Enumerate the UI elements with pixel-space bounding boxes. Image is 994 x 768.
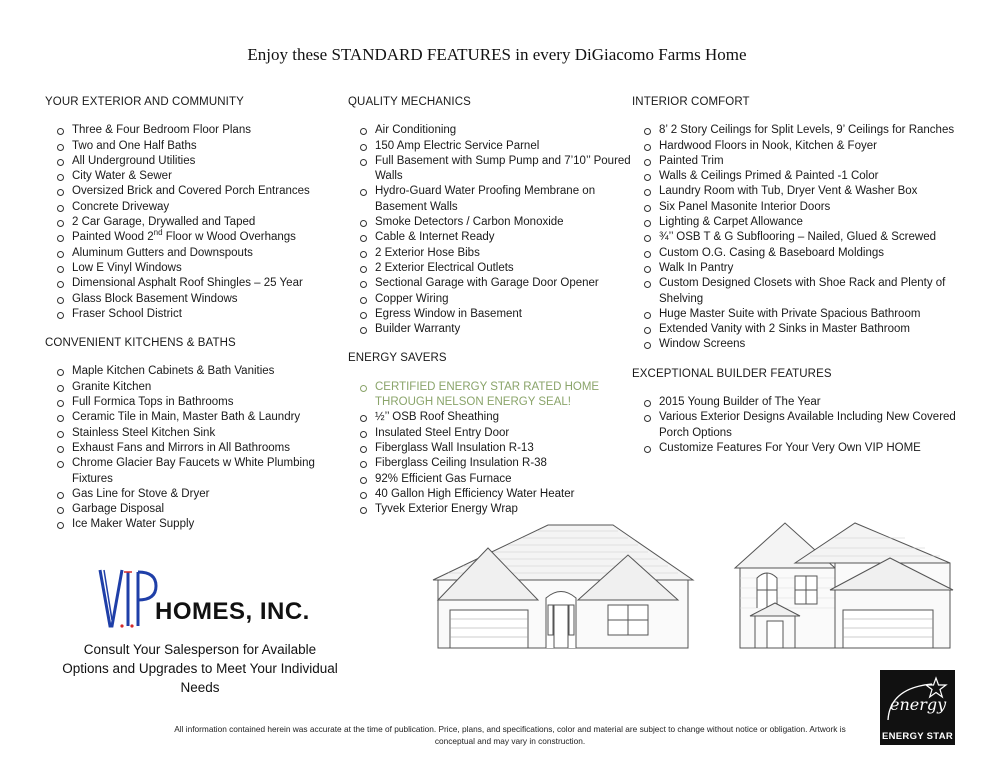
section-heading-interior: INTERIOR COMFORT: [632, 96, 750, 108]
features-column-3: [632, 95, 967, 470]
list-item: 2015 Young Builder of The Year: [632, 395, 967, 410]
list-item: Walls & Ceilings Primed & Painted -1 Color: [632, 169, 967, 184]
list-item: Painted Trim: [632, 154, 967, 169]
list-item: Glass Block Basement Windows: [45, 292, 330, 307]
list-item: All Underground Utilities: [45, 154, 330, 169]
list-item: Six Panel Masonite Interior Doors: [632, 200, 967, 215]
list-item: Air Conditioning: [348, 123, 633, 138]
list-item: Extended Vanity with 2 Sinks in Master Bathroom: [632, 322, 967, 337]
list-item: Stainless Steel Kitchen Sink: [45, 426, 330, 441]
list-item: Chrome Glacier Bay Faucets w White Plumbing Fixtures: [45, 456, 330, 487]
list-item: Lighting & Carpet Allowance: [632, 215, 967, 230]
list-item: 2 Exterior Hose Bibs: [348, 246, 633, 261]
two-story-house-illustration: [725, 518, 960, 650]
logo-company-name: HOMES, INC.: [155, 598, 310, 625]
list-item: Dimensional Asphalt Roof Shingles – 25 Year: [45, 276, 330, 291]
section-heading-kitchens: CONVENIENT KITCHENS & BATHS: [45, 337, 236, 350]
list-item: Maple Kitchen Cabinets & Bath Vanities: [45, 364, 330, 379]
list-item: 2 Car Garage, Drywalled and Taped: [45, 215, 330, 230]
list-item: ½’’ OSB Roof Sheathing: [348, 410, 633, 425]
list-item: Full Formica Tops in Bathrooms: [45, 395, 330, 410]
disclaimer: All information contained herein was accurate at the time of publication. Price, plans, and specifications, color and material are subject to change without notice or obligation. Artwork is conceptual and may vary in construction.: [174, 724, 846, 746]
list-item: Hydro-Guard Water Proofing Membrane on Basement Walls: [348, 184, 633, 215]
vip-letters-icon: [98, 568, 158, 630]
list-item: Sectional Garage with Garage Door Opener: [348, 276, 633, 291]
list-item: Laundry Room with Tub, Dryer Vent & Washer Box: [632, 184, 967, 199]
list-item: Custom Designed Closets with Shoe Rack and Plenty of Shelving: [632, 276, 967, 307]
list-item: Hardwood Floors in Nook, Kitchen & Foyer: [632, 139, 967, 154]
list-item-text-rest: Floor w Wood Overhangs: [162, 231, 296, 244]
list-item: Concrete Driveway: [45, 200, 330, 215]
section-heading-exterior: YOUR EXTERIOR AND COMMUNITY: [45, 96, 244, 108]
list-item: Fiberglass Ceiling Insulation R-38: [348, 456, 633, 471]
list-item: Huge Master Suite with Private Spacious Bathroom: [632, 307, 967, 322]
exterior-list: [45, 123, 330, 322]
list-item: Two and One Half Baths: [45, 139, 330, 154]
list-item: Window Screens: [632, 337, 967, 352]
list-item: Fiberglass Wall Insulation R-13: [348, 441, 633, 456]
list-item: Egress Window in Basement: [348, 307, 633, 322]
ordinal-suffix: nd: [153, 228, 163, 238]
list-item: Granite Kitchen: [45, 380, 330, 395]
features-column-2: [348, 95, 633, 531]
list-item: Custom O.G. Casing & Baseboard Moldings: [632, 246, 967, 261]
builder-list: [632, 395, 967, 456]
interior-list: [632, 123, 967, 352]
list-item: Tyvek Exterior Energy Wrap: [348, 502, 633, 517]
list-item-highlight: CERTIFIED ENERGY STAR RATED HOME THROUGH NELSON ENERGY SEAL!: [348, 380, 633, 411]
features-column-1: [45, 95, 330, 547]
list-item: Gas Line for Stove & Dryer: [45, 487, 330, 502]
consult-note: Consult Your Salesperson for Available Options and Upgrades to Meet Your Individual Needs: [62, 642, 338, 695]
list-item: Ice Maker Water Supply: [45, 517, 330, 532]
list-item: Smoke Detectors / Carbon Monoxide: [348, 215, 633, 230]
list-item: 150 Amp Electric Service Parnel: [348, 139, 633, 154]
list-item: Various Exterior Designs Available Including New Covered Porch Options: [632, 410, 967, 441]
list-item: Oversized Brick and Covered Porch Entrances: [45, 184, 330, 199]
section-heading-builder: EXCEPTIONAL BUILDER FEATURES: [632, 367, 832, 380]
list-item: 92% Efficient Gas Furnace: [348, 472, 633, 487]
section-heading-energy: ENERGY SAVERS: [348, 352, 447, 365]
list-item: 40 Gallon High Efficiency Water Heater: [348, 487, 633, 502]
vip-homes-logo: [98, 568, 318, 630]
list-item: Full Basement with Sump Pump and 7’10’’ Poured Walls: [348, 154, 633, 185]
list-item: Copper Wiring: [348, 292, 633, 307]
section-heading-mechanics: QUALITY MECHANICS: [348, 96, 471, 108]
list-item: Aluminum Gutters and Downspouts: [45, 246, 330, 261]
list-item: ¾’’ OSB T & G Subflooring – Nailed, Glued & Screwed: [632, 230, 967, 245]
list-item: Ceramic Tile in Main, Master Bath & Laundry: [45, 410, 330, 425]
list-item: Low E Vinyl Windows: [45, 261, 330, 276]
list-item: Cable & Internet Ready: [348, 230, 633, 245]
ranch-house-illustration: [428, 520, 698, 650]
list-item: [45, 230, 330, 245]
energy-star-logo: [880, 670, 955, 745]
list-item: City Water & Sewer: [45, 169, 330, 184]
list-item: Three & Four Bedroom Floor Plans: [45, 123, 330, 138]
energy-script: energy: [890, 695, 947, 714]
energy-star-icon: [880, 670, 955, 728]
list-item: 8’ 2 Story Ceilings for Split Levels, 9’ Ceilings for Ranches: [632, 123, 967, 138]
list-item: Customize Features For Your Very Own VIP HOME: [632, 441, 967, 456]
list-item: 2 Exterior Electrical Outlets: [348, 261, 633, 276]
kitchens-list: [45, 364, 330, 532]
list-item: Fraser School District: [45, 307, 330, 322]
list-item: Insulated Steel Entry Door: [348, 426, 633, 441]
list-item: Exhaust Fans and Mirrors in All Bathrooms: [45, 441, 330, 456]
energy-list: [348, 380, 633, 518]
energy-star-label: ENERGY STAR: [881, 731, 954, 742]
list-item: Walk In Pantry: [632, 261, 967, 276]
list-item: Garbage Disposal: [45, 502, 330, 517]
list-item: Builder Warranty: [348, 322, 633, 337]
mechanics-list: [348, 123, 633, 337]
list-item-text: Painted Wood 2: [72, 231, 154, 244]
page-title: Enjoy these STANDARD FEATURES in every DiGiacomo Farms Home: [247, 45, 747, 64]
